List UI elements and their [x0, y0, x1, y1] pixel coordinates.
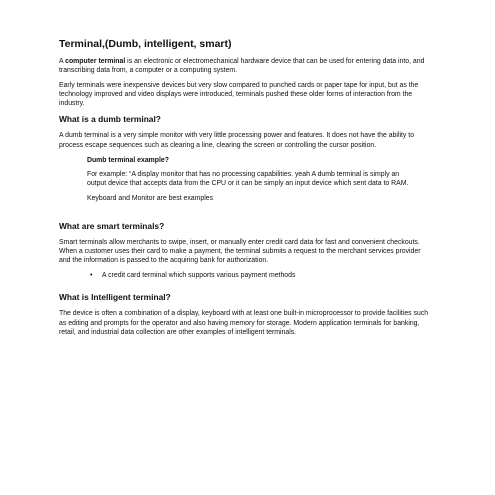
intelligent-terminal-paragraph: The device is often a combination of a display, keyboard with at least one built-in microprocessor to provide facilities such as editing and prompts for the operator and also having memory for storage. Modern application terminals for banking, retail, and industrial data collection are other examples of intelligent terminals.: [59, 310, 429, 336]
intelligent-terminal-heading: What is Intelligent terminal?: [59, 292, 171, 303]
list-item: [59, 271, 429, 280]
section-spacer: [59, 280, 429, 292]
document-page: [59, 38, 429, 343]
intro-text-start: A: [59, 58, 66, 65]
section-spacer: [59, 209, 429, 221]
dumb-terminal-example-note: Keyboard and Monitor are best examples: [87, 194, 214, 202]
intro-paragraph: [59, 57, 429, 75]
smart-terminal-bullet-list: [59, 271, 429, 280]
smart-terminal-paragraph: Smart terminals allow merchants to swipe, insert, or manually enter credit card data for fast and convenient checkouts. When a customer uses their card to make a payment, the terminal submits a request to the merchant services provider and the information is passed to the acquiring bank for authorization.: [59, 239, 421, 265]
bullet-text: A credit card terminal which supports various payment methods: [102, 272, 296, 280]
intro-text-rest: is an electronic or electromechanical hardware device that can be used for entering data into, and transcribing data from, a computer or a computing system.: [59, 58, 425, 75]
document-title: Terminal,(Dumb, intelligent, smart): [59, 38, 232, 50]
dumb-terminal-example-paragraph: For example: “A display monitor that has no processing capabilities. yeah A dumb terminal is simply an output device that accepts data from the CPU or it can be simply an input device which sent data to RAM.: [87, 170, 409, 187]
dumb-terminal-paragraph: A dumb terminal is a very simple monitor with very little processing power and features. It does not have the ability to process escape sequences such as clearing a line, clearing the screen or controlling the cursor position.: [59, 132, 415, 149]
bullet-icon: •: [90, 272, 93, 280]
smart-terminal-heading: What are smart terminals?: [59, 221, 165, 232]
dumb-terminal-example-heading: Dumb terminal example?: [87, 156, 169, 164]
term-computer-terminal: computer terminal: [65, 58, 126, 65]
early-terminals-paragraph: Early terminals were inexpensive devices but very slow compared to punched cards or paper tape for input, but as the technology improved and video displays were introduced, terminals pushed these older forms of interaction from the industry.: [59, 82, 419, 108]
dumb-terminal-example-block: [87, 156, 417, 203]
dumb-terminal-heading: What is a dumb terminal?: [59, 114, 161, 125]
